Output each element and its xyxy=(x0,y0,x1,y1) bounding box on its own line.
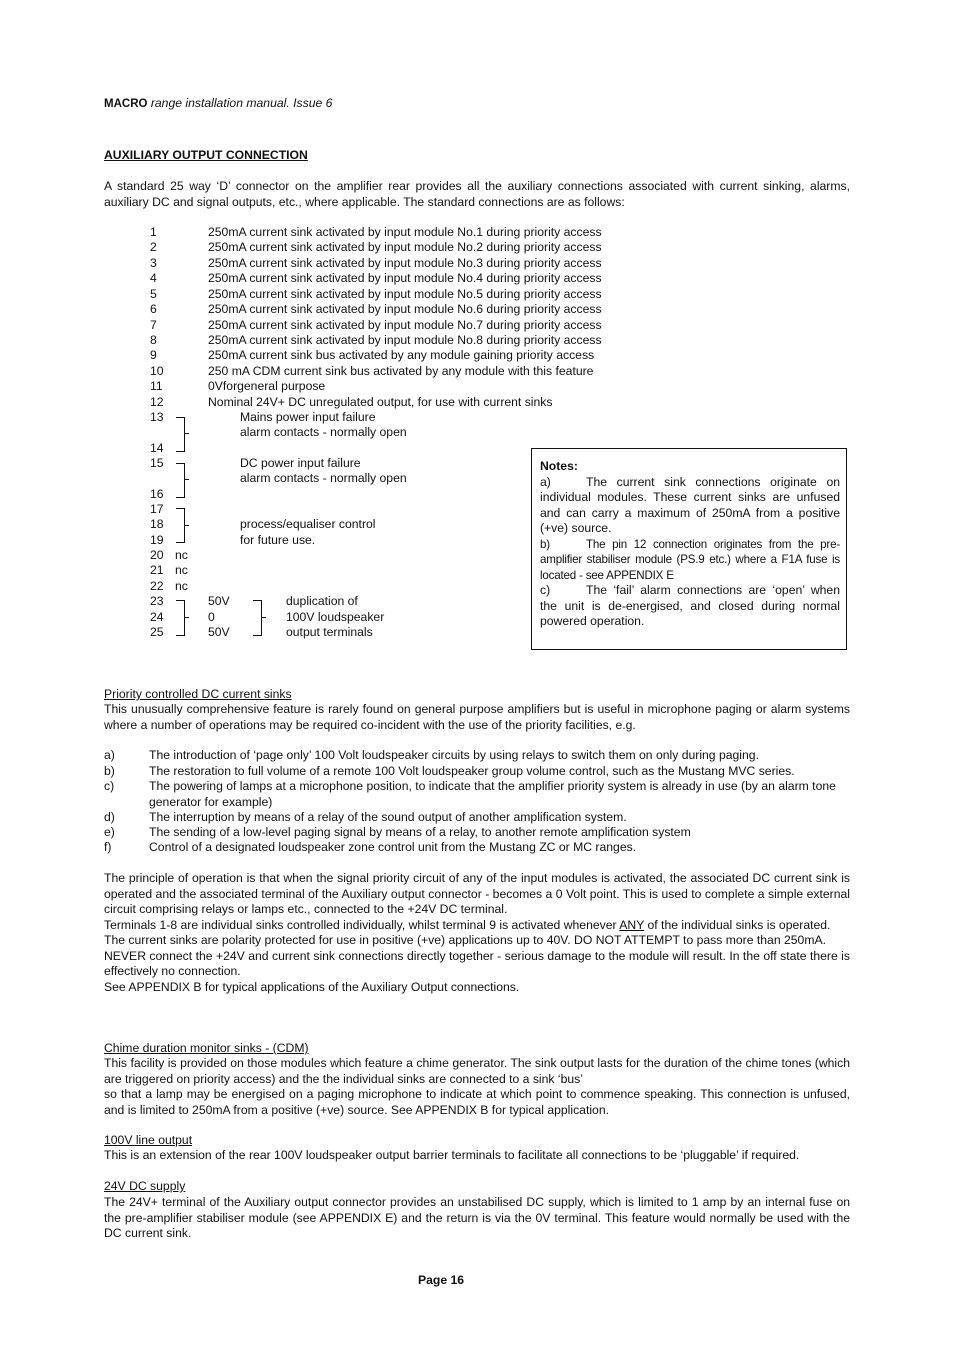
priority-heading: Priority controlled DC current sinks xyxy=(104,687,292,701)
pin-description: 250mA current sink activated by input module No.4 during priority access xyxy=(208,271,602,286)
pin-description: 250 mA CDM current sink bus activated by any module with this feature xyxy=(208,363,594,378)
list-item-text: The introduction of ‘page only’ 100 Volt loudspeaker circuits by using relays to switch them on only during paging. xyxy=(149,748,759,762)
pin-number: 9 xyxy=(150,348,157,363)
priority-body xyxy=(104,871,850,995)
note-b-text: The pin 12 connection originates from the pre-amplifier stabiliser module (PS.9 etc.) where a F1A fuse is located - see APPENDIX E xyxy=(540,537,840,582)
pin-voltage: 50V xyxy=(208,594,230,608)
pin-number: 15 xyxy=(150,456,164,470)
pin-number: 11 xyxy=(150,379,163,394)
dc-label-1: DC power input failure xyxy=(240,456,361,470)
mains-bracket-tick xyxy=(185,433,189,434)
mains-label-1: Mains power input failure xyxy=(240,410,376,424)
pin-number: 3 xyxy=(150,255,157,270)
note-a-key: a) xyxy=(540,474,551,489)
pin-description: 250mA current sink bus activated by any module gaining priority access xyxy=(208,348,595,363)
mains-label-2: alarm contacts - normally open xyxy=(240,425,407,439)
priority-p2-a: Terminals 1-8 are individual sinks controlled individually, whilst terminal 9 is activated whenever xyxy=(104,917,620,932)
pin-number: 17 xyxy=(150,502,164,516)
pin-description: Nominal 24V+ DC unregulated output, for use with current sinks xyxy=(208,394,553,409)
line100-body xyxy=(104,1148,850,1164)
dc-bracket-tick xyxy=(185,479,189,480)
process-label-2: for future use. xyxy=(240,533,316,547)
list-item-text: The powering of lamps at a microphone position, to indicate that the amplifier priority system is already in use (by an alarm tone generator for example) xyxy=(149,779,836,809)
pin-number: 5 xyxy=(150,286,157,301)
pin-voltage: 50V xyxy=(208,625,230,639)
list-item-key: b) xyxy=(104,764,115,778)
speaker-volt-bracket xyxy=(253,600,262,636)
note-a-text: The current sink connections originate on individual modules. These current sinks are unfused and can carry a maximum of 250mA from a positive (+ve) source. xyxy=(540,474,840,535)
pin-description: 0Vforgeneral purpose xyxy=(208,379,326,394)
brand-name: MACRO xyxy=(104,98,148,110)
pin-number: 8 xyxy=(150,332,157,347)
list-item-key: d) xyxy=(104,810,115,824)
pin-number: 4 xyxy=(150,271,157,286)
priority-intro-text: This unusually comprehensive feature is rarely found on general purpose amplifiers but is useful in microphone paging or alarm systems where a number of operations may be required co-incident with the use of the priority facilities, e.g. xyxy=(104,702,850,732)
pin-number: 22 xyxy=(150,579,164,593)
priority-p3: The current sinks are polarity protected for use in positive (+ve) applications up to 40V. DO NOT ATTEMPT to pass more than 250mA. xyxy=(104,933,826,947)
list-item-key: e) xyxy=(104,825,115,839)
line100-heading: 100V line output xyxy=(104,1133,193,1147)
pin-number: 13 xyxy=(150,410,164,424)
pin-number: 1 xyxy=(150,225,157,239)
priority-p2-b: of the individual sinks is operated. xyxy=(644,917,831,932)
speaker-pin-bracket-tick xyxy=(185,617,189,618)
pin-description: 250mA current sink activated by input module No.5 during priority access xyxy=(208,286,602,301)
priority-p5: See APPENDIX B for typical applications of the Auxiliary Output connections. xyxy=(104,979,520,994)
pin-number: 23 xyxy=(150,594,164,608)
process-bracket-tick xyxy=(185,525,189,526)
cdm-p1: This facility is provided on those modules which feature a chime generator. The sink output lasts for the duration of the chime tones (which are triggered on priority access) and the the individual sinks are connected to a sink ‘bus’ xyxy=(104,1056,850,1086)
list-item-key: c) xyxy=(104,779,115,793)
pin-number: 24 xyxy=(150,610,164,624)
pin-nc-label: nc xyxy=(175,563,188,577)
dc-bracket xyxy=(176,463,185,498)
list-item-text: The interruption by means of a relay of the sound output of another amplification system. xyxy=(149,810,627,824)
pin-number: 20 xyxy=(150,548,164,562)
dc24-heading: 24V DC supply xyxy=(104,1179,186,1193)
cdm-heading: Chime duration monitor sinks - (CDM) xyxy=(104,1041,309,1055)
pin-number: 18 xyxy=(150,517,164,531)
mains-bracket xyxy=(176,417,185,452)
process-label-1: process/equaliser control xyxy=(240,517,376,531)
pin-description: 250mA current sink activated by input module No.6 during priority access xyxy=(208,302,602,317)
pin-description: 250mA current sink activated by input module No.2 during priority access xyxy=(208,240,602,255)
section-title: AUXILIARY OUTPUT CONNECTION xyxy=(104,148,308,162)
note-a xyxy=(540,475,840,537)
cdm-p2: so that a lamp may be energised on a paging microphone to indicate at which point to commence speaking. This connection is unfused, and is limited to 250mA from a positive (+ve) source. See APPENDIX B for typical application. xyxy=(104,1087,850,1117)
pin-number: 14 xyxy=(150,441,164,455)
pin-nc-label: nc xyxy=(175,579,188,593)
priority-intro xyxy=(104,702,850,733)
pin-description: 250mA current sink activated by input module No.1 during priority access xyxy=(208,225,602,239)
intro-text: A standard 25 way ‘D’ connector on the amplifier rear provides all the auxiliary connections associated with current sinking, alarms, auxiliary DC and signal outputs, etc., where applicable. The standard connections are as follows: xyxy=(104,179,850,209)
priority-p1: The principle of operation is that when the signal priority circuit of any of the input modules is activated, the associated DC current sink is operated and the associated terminal of the Auxiliary output connector - becomes a 0 Volt point. This is used to complete a simple external circuit comprising relays or lamps etc., connected to the +24V DC terminal. xyxy=(104,871,850,916)
intro-paragraph xyxy=(104,179,850,210)
pin-number: 7 xyxy=(150,317,157,332)
process-bracket xyxy=(176,508,185,543)
speaker-label-1: duplication of xyxy=(286,594,358,608)
page-number: Page 16 xyxy=(418,1273,465,1287)
speaker-label-3: output terminals xyxy=(286,625,373,639)
pin-number: 25 xyxy=(150,625,164,639)
manual-subtitle: range installation manual. Issue 6 xyxy=(150,96,333,110)
pin-number: 10 xyxy=(150,363,164,378)
speaker-volt-bracket-tick xyxy=(262,617,266,618)
pin-number: 16 xyxy=(150,487,164,501)
speaker-label-2: 100V loudspeaker xyxy=(286,610,385,624)
pin-number: 12 xyxy=(150,394,164,409)
priority-p4: NEVER connect the +24V and current sink connections directly together - serious damage to the module will result. In the off state there is effectively no connection. xyxy=(104,948,850,978)
dc-label-2: alarm contacts - normally open xyxy=(240,471,407,485)
list-item-key: a) xyxy=(104,748,115,762)
pin-number: 19 xyxy=(150,533,164,547)
note-b-key: b) xyxy=(540,537,550,551)
pin-nc-label: nc xyxy=(175,548,188,562)
notes-box xyxy=(531,448,847,650)
line100-p1: This is an extension of the rear 100V loudspeaker output barrier terminals to facilitate all connections to be ‘pluggable’ if required. xyxy=(104,1148,800,1162)
dc24-p1: The 24V+ terminal of the Auxiliary output connector provides an unstabilised DC supply, which is limited to 1 amp by an internal fuse on the pre-amplifier stabiliser module (see APPENDIX E) and the return is via the 0V terminal. This feature would normally be used with the DC current sink. xyxy=(104,1195,850,1240)
note-c-text: The ‘fail’ alarm connections are ‘open’ when the unit is de-energised, and closed during normal powered operation. xyxy=(540,583,840,628)
pin-description: 250mA current sink activated by input module No.7 during priority access xyxy=(208,317,602,332)
priority-p2-any: ANY xyxy=(619,917,645,932)
note-b xyxy=(540,537,840,584)
list-item-key: f) xyxy=(104,840,112,854)
speaker-pin-bracket xyxy=(176,600,185,636)
pin-number: 6 xyxy=(150,302,157,317)
page-header xyxy=(104,96,332,113)
cdm-body xyxy=(104,1056,850,1118)
list-item-text: The sending of a low-level paging signal by means of a relay, to another remote amplification system xyxy=(149,825,691,839)
pin-number: 21 xyxy=(150,563,164,577)
list-item-text: Control of a designated loudspeaker zone control unit from the Mustang ZC or MC ranges. xyxy=(149,840,637,854)
note-c xyxy=(540,583,840,630)
priority-p2 xyxy=(104,918,850,934)
notes-title: Notes: xyxy=(540,459,578,473)
pin-description: 250mA current sink activated by input module No.3 during priority access xyxy=(208,255,602,270)
pin-description: 250mA current sink activated by input module No.8 during priority access xyxy=(208,332,602,347)
pin-number: 2 xyxy=(150,240,157,255)
list-item-text: The restoration to full volume of a remote 100 Volt loudspeaker group volume control, such as the Mustang MVC series. xyxy=(149,764,795,778)
note-c-key: c) xyxy=(540,583,551,597)
pin-voltage: 0 xyxy=(208,610,215,624)
dc24-body xyxy=(104,1195,850,1242)
